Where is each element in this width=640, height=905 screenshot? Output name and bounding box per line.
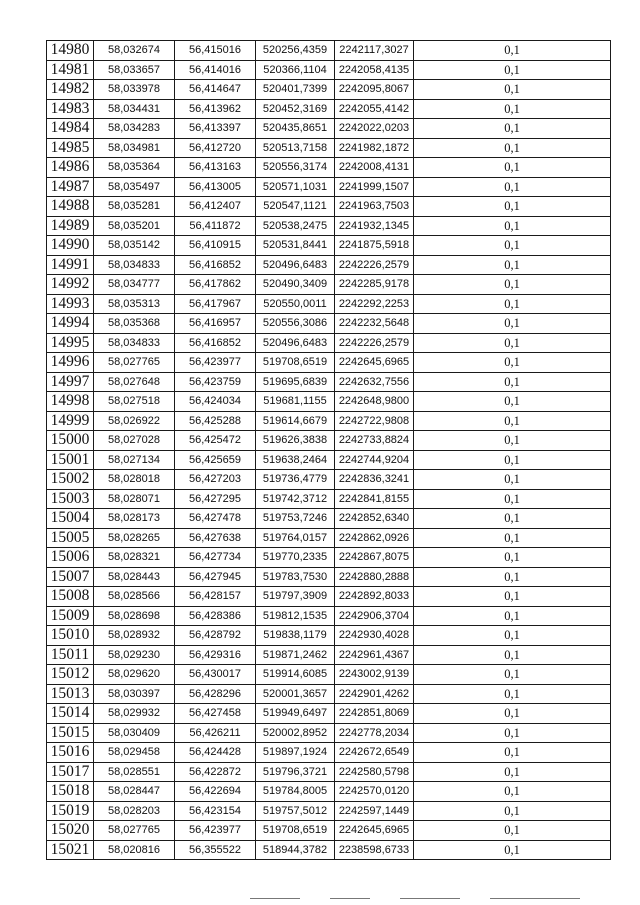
y-coordinate-cell: 2242961,4367 — [335, 645, 414, 665]
point-number-cell: 14990 — [47, 236, 94, 256]
accuracy-cell: 0,1 — [414, 60, 611, 80]
x-coordinate-cell: 519770,2335 — [256, 548, 335, 568]
table-row — [47, 470, 611, 490]
y-coordinate-cell: 2242733,8824 — [335, 431, 414, 451]
x-coordinate-cell: 519784,8005 — [256, 782, 335, 802]
longitude-cell: 56,355522 — [175, 840, 256, 860]
point-number-cell: 15005 — [47, 528, 94, 548]
point-number-cell: 14985 — [47, 138, 94, 158]
latitude-cell: 58,030397 — [94, 684, 175, 704]
accuracy-cell: 0,1 — [414, 216, 611, 236]
point-number-cell: 14999 — [47, 411, 94, 431]
point-number-cell: 15019 — [47, 801, 94, 821]
longitude-cell: 56,423977 — [175, 821, 256, 841]
latitude-cell: 58,033657 — [94, 60, 175, 80]
table-row — [47, 723, 611, 743]
accuracy-cell: 0,1 — [414, 723, 611, 743]
longitude-cell: 56,412407 — [175, 197, 256, 217]
point-number-cell: 14993 — [47, 294, 94, 314]
y-coordinate-cell: 2242901,4262 — [335, 684, 414, 704]
y-coordinate-cell: 2242722,9808 — [335, 411, 414, 431]
x-coordinate-cell: 519812,1535 — [256, 606, 335, 626]
latitude-cell: 58,035497 — [94, 177, 175, 197]
longitude-cell: 56,426211 — [175, 723, 256, 743]
latitude-cell: 58,033978 — [94, 80, 175, 100]
latitude-cell: 58,028698 — [94, 606, 175, 626]
latitude-cell: 58,034981 — [94, 138, 175, 158]
table-row — [47, 450, 611, 470]
x-coordinate-cell: 520490,3409 — [256, 275, 335, 295]
latitude-cell: 58,027134 — [94, 450, 175, 470]
table-row — [47, 294, 611, 314]
y-coordinate-cell: 2242851,8069 — [335, 704, 414, 724]
table-row — [47, 665, 611, 685]
accuracy-cell: 0,1 — [414, 762, 611, 782]
longitude-cell: 56,416957 — [175, 314, 256, 334]
latitude-cell: 58,028566 — [94, 587, 175, 607]
x-coordinate-cell: 520496,6483 — [256, 255, 335, 275]
y-coordinate-cell: 2242226,2579 — [335, 333, 414, 353]
table-row — [47, 801, 611, 821]
longitude-cell: 56,422694 — [175, 782, 256, 802]
accuracy-cell: 0,1 — [414, 314, 611, 334]
x-coordinate-cell: 520556,3174 — [256, 158, 335, 178]
longitude-cell: 56,425288 — [175, 411, 256, 431]
y-coordinate-cell: 2242892,8033 — [335, 587, 414, 607]
latitude-cell: 58,027648 — [94, 372, 175, 392]
latitude-cell: 58,035313 — [94, 294, 175, 314]
latitude-cell: 58,028018 — [94, 470, 175, 490]
point-number-cell: 15006 — [47, 548, 94, 568]
accuracy-cell: 0,1 — [414, 567, 611, 587]
accuracy-cell: 0,1 — [414, 450, 611, 470]
longitude-cell: 56,422872 — [175, 762, 256, 782]
accuracy-cell: 0,1 — [414, 821, 611, 841]
accuracy-cell: 0,1 — [414, 372, 611, 392]
longitude-cell: 56,424034 — [175, 392, 256, 412]
accuracy-cell: 0,1 — [414, 684, 611, 704]
latitude-cell: 58,029230 — [94, 645, 175, 665]
point-number-cell: 14989 — [47, 216, 94, 236]
x-coordinate-cell: 519949,6497 — [256, 704, 335, 724]
latitude-cell: 58,028551 — [94, 762, 175, 782]
longitude-cell: 56,423759 — [175, 372, 256, 392]
point-number-cell: 14998 — [47, 392, 94, 412]
latitude-cell: 58,027518 — [94, 392, 175, 412]
longitude-cell: 56,414647 — [175, 80, 256, 100]
point-number-cell: 14987 — [47, 177, 94, 197]
longitude-cell: 56,427295 — [175, 489, 256, 509]
x-coordinate-cell: 520256,4359 — [256, 41, 335, 61]
x-coordinate-cell: 518944,3782 — [256, 840, 335, 860]
table-row — [47, 411, 611, 431]
longitude-cell: 56,429316 — [175, 645, 256, 665]
latitude-cell: 58,034833 — [94, 255, 175, 275]
x-coordinate-cell: 519838,1179 — [256, 626, 335, 646]
accuracy-cell: 0,1 — [414, 275, 611, 295]
longitude-cell: 56,413397 — [175, 119, 256, 139]
y-coordinate-cell: 2241875,5918 — [335, 236, 414, 256]
y-coordinate-cell: 2242744,9204 — [335, 450, 414, 470]
x-coordinate-cell: 519797,3909 — [256, 587, 335, 607]
accuracy-cell: 0,1 — [414, 255, 611, 275]
longitude-cell: 56,423977 — [175, 353, 256, 373]
point-number-cell: 14986 — [47, 158, 94, 178]
accuracy-cell: 0,1 — [414, 528, 611, 548]
point-number-cell: 15014 — [47, 704, 94, 724]
latitude-cell: 58,027765 — [94, 821, 175, 841]
table-row — [47, 177, 611, 197]
x-coordinate-cell: 519764,0157 — [256, 528, 335, 548]
point-number-cell: 15017 — [47, 762, 94, 782]
x-coordinate-cell: 520571,1031 — [256, 177, 335, 197]
accuracy-cell: 0,1 — [414, 509, 611, 529]
accuracy-cell: 0,1 — [414, 704, 611, 724]
table-row — [47, 392, 611, 412]
y-coordinate-cell: 2242580,5798 — [335, 762, 414, 782]
point-number-cell: 14992 — [47, 275, 94, 295]
coordinates-table-body — [47, 41, 611, 860]
latitude-cell: 58,028447 — [94, 782, 175, 802]
x-coordinate-cell: 519681,1155 — [256, 392, 335, 412]
point-number-cell: 14980 — [47, 41, 94, 61]
latitude-cell: 58,028932 — [94, 626, 175, 646]
accuracy-cell: 0,1 — [414, 645, 611, 665]
table-row — [47, 489, 611, 509]
latitude-cell: 58,034283 — [94, 119, 175, 139]
longitude-cell: 56,428157 — [175, 587, 256, 607]
x-coordinate-cell: 519871,2462 — [256, 645, 335, 665]
table-row — [47, 567, 611, 587]
point-number-cell: 14981 — [47, 60, 94, 80]
x-coordinate-cell: 520001,3657 — [256, 684, 335, 704]
accuracy-cell: 0,1 — [414, 431, 611, 451]
table-row — [47, 782, 611, 802]
latitude-cell: 58,028321 — [94, 548, 175, 568]
x-coordinate-cell: 520531,8441 — [256, 236, 335, 256]
accuracy-cell: 0,1 — [414, 294, 611, 314]
accuracy-cell: 0,1 — [414, 782, 611, 802]
y-coordinate-cell: 2242232,5648 — [335, 314, 414, 334]
point-number-cell: 15003 — [47, 489, 94, 509]
accuracy-cell: 0,1 — [414, 587, 611, 607]
latitude-cell: 58,035368 — [94, 314, 175, 334]
x-coordinate-cell: 519897,1924 — [256, 743, 335, 763]
point-number-cell: 15021 — [47, 840, 94, 860]
point-number-cell: 14996 — [47, 353, 94, 373]
x-coordinate-cell: 520452,3169 — [256, 99, 335, 119]
y-coordinate-cell: 2242597,1449 — [335, 801, 414, 821]
accuracy-cell: 0,1 — [414, 236, 611, 256]
table-row — [47, 255, 611, 275]
y-coordinate-cell: 2242570,0120 — [335, 782, 414, 802]
longitude-cell: 56,427458 — [175, 704, 256, 724]
point-number-cell: 14988 — [47, 197, 94, 217]
point-number-cell: 15013 — [47, 684, 94, 704]
table-row — [47, 80, 611, 100]
x-coordinate-cell: 519626,3838 — [256, 431, 335, 451]
longitude-cell: 56,425659 — [175, 450, 256, 470]
latitude-cell: 58,027028 — [94, 431, 175, 451]
table-row — [47, 353, 611, 373]
table-row — [47, 41, 611, 61]
y-coordinate-cell: 2242672,6549 — [335, 743, 414, 763]
longitude-cell: 56,428296 — [175, 684, 256, 704]
table-row — [47, 314, 611, 334]
point-number-cell: 15010 — [47, 626, 94, 646]
accuracy-cell: 0,1 — [414, 333, 611, 353]
y-coordinate-cell: 2242022,0203 — [335, 119, 414, 139]
point-number-cell: 14997 — [47, 372, 94, 392]
accuracy-cell: 0,1 — [414, 138, 611, 158]
latitude-cell: 58,029458 — [94, 743, 175, 763]
x-coordinate-cell: 519695,6839 — [256, 372, 335, 392]
accuracy-cell: 0,1 — [414, 840, 611, 860]
latitude-cell: 58,035281 — [94, 197, 175, 217]
point-number-cell: 14982 — [47, 80, 94, 100]
y-coordinate-cell: 2242648,9800 — [335, 392, 414, 412]
accuracy-cell: 0,1 — [414, 665, 611, 685]
x-coordinate-cell: 520496,6483 — [256, 333, 335, 353]
y-coordinate-cell: 2242906,3704 — [335, 606, 414, 626]
latitude-cell: 58,028443 — [94, 567, 175, 587]
accuracy-cell: 0,1 — [414, 353, 611, 373]
accuracy-cell: 0,1 — [414, 548, 611, 568]
accuracy-cell: 0,1 — [414, 489, 611, 509]
table-row — [47, 528, 611, 548]
table-row — [47, 684, 611, 704]
y-coordinate-cell: 2241982,1872 — [335, 138, 414, 158]
point-number-cell: 14984 — [47, 119, 94, 139]
x-coordinate-cell: 520538,2475 — [256, 216, 335, 236]
x-coordinate-cell: 519914,6085 — [256, 665, 335, 685]
y-coordinate-cell: 2242867,8075 — [335, 548, 414, 568]
longitude-cell: 56,411872 — [175, 216, 256, 236]
accuracy-cell: 0,1 — [414, 743, 611, 763]
point-number-cell: 15008 — [47, 587, 94, 607]
x-coordinate-cell: 520366,1104 — [256, 60, 335, 80]
x-coordinate-cell: 520556,3086 — [256, 314, 335, 334]
y-coordinate-cell: 2242008,4131 — [335, 158, 414, 178]
y-coordinate-cell: 2241999,1507 — [335, 177, 414, 197]
latitude-cell: 58,030409 — [94, 723, 175, 743]
table-row — [47, 840, 611, 860]
longitude-cell: 56,427734 — [175, 548, 256, 568]
y-coordinate-cell: 2243002,9139 — [335, 665, 414, 685]
accuracy-cell: 0,1 — [414, 158, 611, 178]
latitude-cell: 58,028203 — [94, 801, 175, 821]
footer-scan-marks — [250, 898, 580, 902]
longitude-cell: 56,412720 — [175, 138, 256, 158]
x-coordinate-cell: 519796,3721 — [256, 762, 335, 782]
y-coordinate-cell: 2242645,6965 — [335, 353, 414, 373]
y-coordinate-cell: 2242292,2253 — [335, 294, 414, 314]
y-coordinate-cell: 2241963,7503 — [335, 197, 414, 217]
table-row — [47, 275, 611, 295]
table-row — [47, 645, 611, 665]
accuracy-cell: 0,1 — [414, 177, 611, 197]
latitude-cell: 58,034777 — [94, 275, 175, 295]
point-number-cell: 15018 — [47, 782, 94, 802]
table-row — [47, 158, 611, 178]
point-number-cell: 15007 — [47, 567, 94, 587]
table-row — [47, 743, 611, 763]
latitude-cell: 58,028071 — [94, 489, 175, 509]
longitude-cell: 56,413163 — [175, 158, 256, 178]
point-number-cell: 15000 — [47, 431, 94, 451]
accuracy-cell: 0,1 — [414, 626, 611, 646]
point-number-cell: 15009 — [47, 606, 94, 626]
x-coordinate-cell: 519638,2464 — [256, 450, 335, 470]
table-row — [47, 333, 611, 353]
longitude-cell: 56,427638 — [175, 528, 256, 548]
table-row — [47, 119, 611, 139]
x-coordinate-cell: 520550,0011 — [256, 294, 335, 314]
latitude-cell: 58,028265 — [94, 528, 175, 548]
x-coordinate-cell: 520401,7399 — [256, 80, 335, 100]
longitude-cell: 56,414016 — [175, 60, 256, 80]
longitude-cell: 56,427478 — [175, 509, 256, 529]
coordinates-table — [46, 40, 611, 860]
latitude-cell: 58,035364 — [94, 158, 175, 178]
x-coordinate-cell: 519736,4779 — [256, 470, 335, 490]
longitude-cell: 56,425472 — [175, 431, 256, 451]
y-coordinate-cell: 2242836,3241 — [335, 470, 414, 490]
longitude-cell: 56,423154 — [175, 801, 256, 821]
accuracy-cell: 0,1 — [414, 197, 611, 217]
accuracy-cell: 0,1 — [414, 801, 611, 821]
accuracy-cell: 0,1 — [414, 119, 611, 139]
point-number-cell: 15016 — [47, 743, 94, 763]
point-number-cell: 14994 — [47, 314, 94, 334]
point-number-cell: 15015 — [47, 723, 94, 743]
latitude-cell: 58,026922 — [94, 411, 175, 431]
y-coordinate-cell: 2242862,0926 — [335, 528, 414, 548]
table-row — [47, 236, 611, 256]
longitude-cell: 56,428386 — [175, 606, 256, 626]
x-coordinate-cell: 520002,8952 — [256, 723, 335, 743]
table-row — [47, 626, 611, 646]
longitude-cell: 56,427203 — [175, 470, 256, 490]
longitude-cell: 56,428792 — [175, 626, 256, 646]
y-coordinate-cell: 2242226,2579 — [335, 255, 414, 275]
table-row — [47, 548, 611, 568]
x-coordinate-cell: 519753,7246 — [256, 509, 335, 529]
x-coordinate-cell: 520513,7158 — [256, 138, 335, 158]
x-coordinate-cell: 519708,6519 — [256, 821, 335, 841]
longitude-cell: 56,416852 — [175, 333, 256, 353]
table-row — [47, 60, 611, 80]
x-coordinate-cell: 519757,5012 — [256, 801, 335, 821]
x-coordinate-cell: 520547,1121 — [256, 197, 335, 217]
y-coordinate-cell: 2242055,4142 — [335, 99, 414, 119]
x-coordinate-cell: 519742,3712 — [256, 489, 335, 509]
x-coordinate-cell: 519783,7530 — [256, 567, 335, 587]
longitude-cell: 56,413962 — [175, 99, 256, 119]
y-coordinate-cell: 2242285,9178 — [335, 275, 414, 295]
accuracy-cell: 0,1 — [414, 392, 611, 412]
longitude-cell: 56,427945 — [175, 567, 256, 587]
longitude-cell: 56,410915 — [175, 236, 256, 256]
table-row — [47, 762, 611, 782]
point-number-cell: 15011 — [47, 645, 94, 665]
point-number-cell: 14983 — [47, 99, 94, 119]
y-coordinate-cell: 2242095,8067 — [335, 80, 414, 100]
table-row — [47, 431, 611, 451]
y-coordinate-cell: 2242645,6965 — [335, 821, 414, 841]
point-number-cell: 15001 — [47, 450, 94, 470]
latitude-cell: 58,035201 — [94, 216, 175, 236]
x-coordinate-cell: 519614,6679 — [256, 411, 335, 431]
latitude-cell: 58,029620 — [94, 665, 175, 685]
longitude-cell: 56,415016 — [175, 41, 256, 61]
table-row — [47, 138, 611, 158]
y-coordinate-cell: 2242058,4135 — [335, 60, 414, 80]
y-coordinate-cell: 2242852,6340 — [335, 509, 414, 529]
latitude-cell: 58,020816 — [94, 840, 175, 860]
latitude-cell: 58,032674 — [94, 41, 175, 61]
point-number-cell: 14991 — [47, 255, 94, 275]
point-number-cell: 14995 — [47, 333, 94, 353]
longitude-cell: 56,417967 — [175, 294, 256, 314]
longitude-cell: 56,416852 — [175, 255, 256, 275]
table-row — [47, 509, 611, 529]
point-number-cell: 15004 — [47, 509, 94, 529]
accuracy-cell: 0,1 — [414, 411, 611, 431]
table-row — [47, 587, 611, 607]
table-row — [47, 372, 611, 392]
accuracy-cell: 0,1 — [414, 41, 611, 61]
y-coordinate-cell: 2241932,1345 — [335, 216, 414, 236]
table-row — [47, 821, 611, 841]
y-coordinate-cell: 2242841,8155 — [335, 489, 414, 509]
y-coordinate-cell: 2242632,7556 — [335, 372, 414, 392]
accuracy-cell: 0,1 — [414, 470, 611, 490]
table-row — [47, 606, 611, 626]
latitude-cell: 58,029932 — [94, 704, 175, 724]
latitude-cell: 58,034833 — [94, 333, 175, 353]
point-number-cell: 15002 — [47, 470, 94, 490]
longitude-cell: 56,424428 — [175, 743, 256, 763]
latitude-cell: 58,035142 — [94, 236, 175, 256]
table-row — [47, 216, 611, 236]
y-coordinate-cell: 2242880,2888 — [335, 567, 414, 587]
accuracy-cell: 0,1 — [414, 80, 611, 100]
latitude-cell: 58,034431 — [94, 99, 175, 119]
longitude-cell: 56,417862 — [175, 275, 256, 295]
y-coordinate-cell: 2238598,6733 — [335, 840, 414, 860]
y-coordinate-cell: 2242930,4028 — [335, 626, 414, 646]
table-row — [47, 704, 611, 724]
x-coordinate-cell: 519708,6519 — [256, 353, 335, 373]
point-number-cell: 15012 — [47, 665, 94, 685]
table-row — [47, 99, 611, 119]
longitude-cell: 56,413005 — [175, 177, 256, 197]
accuracy-cell: 0,1 — [414, 99, 611, 119]
longitude-cell: 56,430017 — [175, 665, 256, 685]
y-coordinate-cell: 2242117,3027 — [335, 41, 414, 61]
point-number-cell: 15020 — [47, 821, 94, 841]
latitude-cell: 58,027765 — [94, 353, 175, 373]
y-coordinate-cell: 2242778,2034 — [335, 723, 414, 743]
table-row — [47, 197, 611, 217]
latitude-cell: 58,028173 — [94, 509, 175, 529]
accuracy-cell: 0,1 — [414, 606, 611, 626]
x-coordinate-cell: 520435,8651 — [256, 119, 335, 139]
